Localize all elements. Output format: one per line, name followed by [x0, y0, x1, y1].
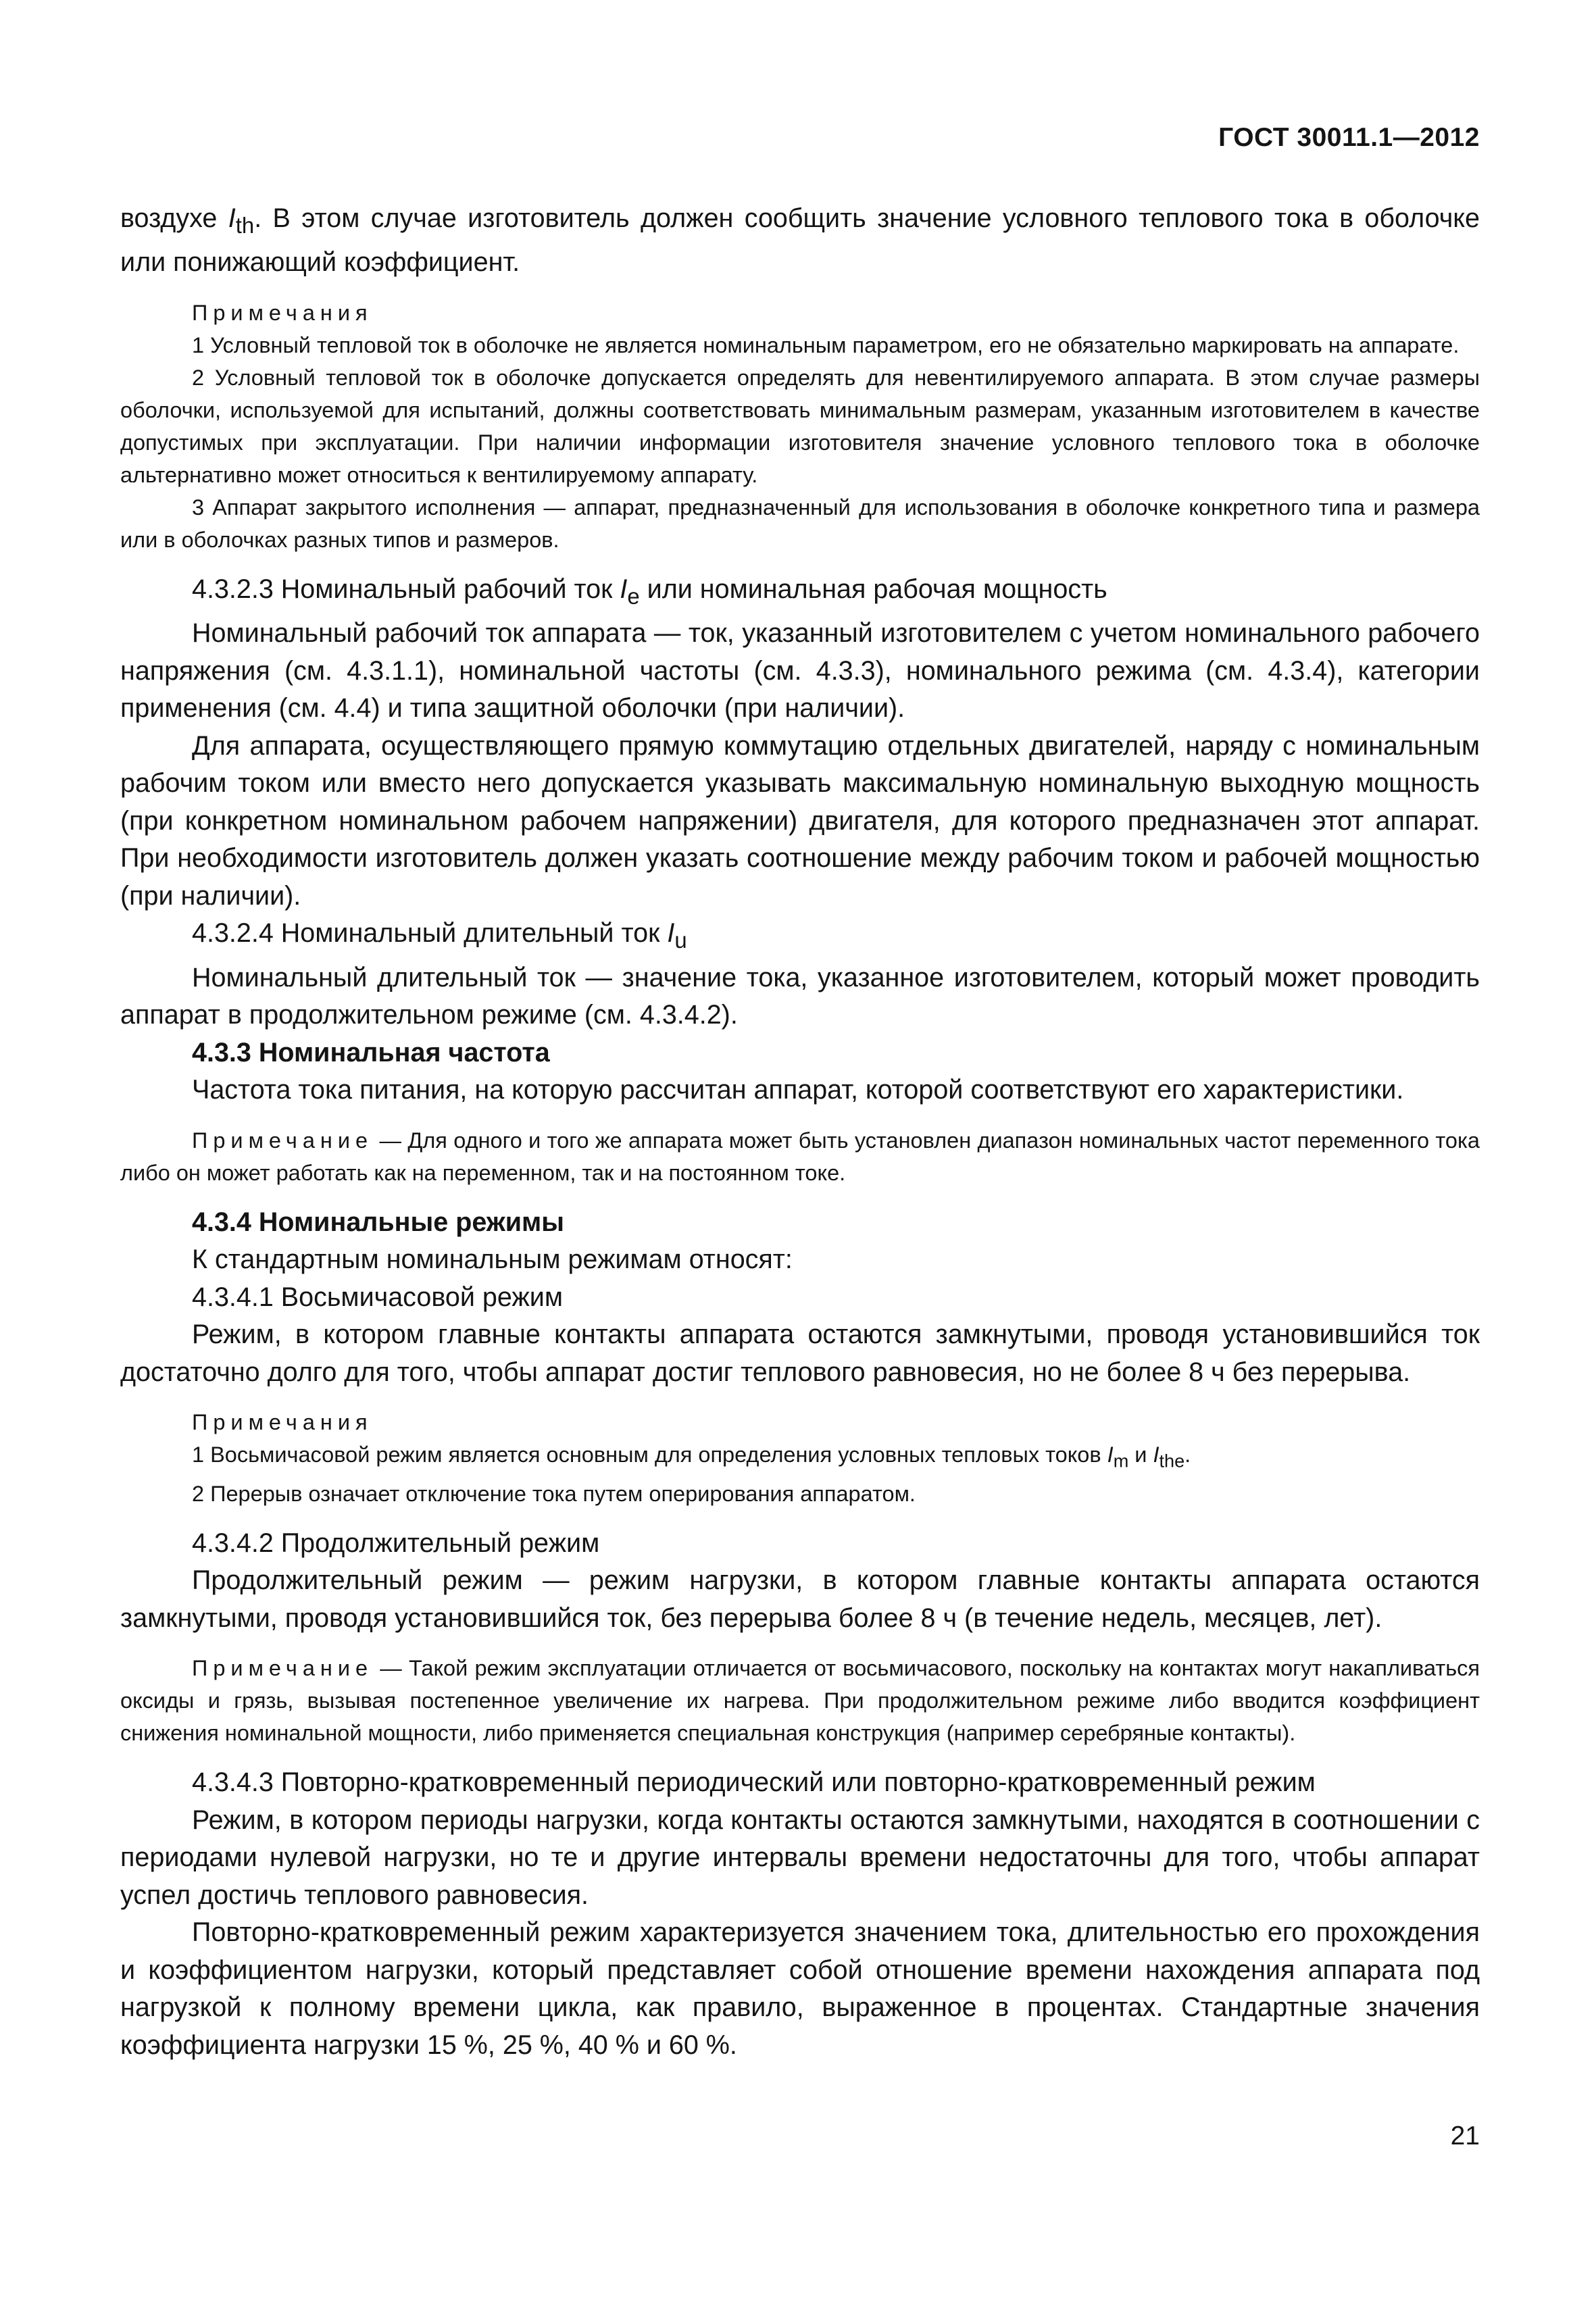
paragraph: Продолжительный режим — режим нагрузки, в котором главные контакты аппарата остаются замкнутыми, проводя установившийся ток, без перерыва более 8 ч (в течение недель, месяцев, лет). — [120, 1565, 1480, 1633]
subsection-heading-4-3-4-1: 4.3.4.1 Восьмичасовой режим — [192, 1282, 564, 1312]
notes-title: Примечания — [192, 300, 373, 325]
note-item: 2 Условный тепловой ток в оболочке допускается определять для невентилируемого аппарата. В этом случае размеры оболочки, используемой для испытаний, должны соответствовать минимальным размерам, указанным изготовителем в качестве допустимых при эксплуатации. При наличии информации изготовителя значение условного теплового тока в оболочке альтернативно может относиться к вентилируемому аппарату. — [120, 365, 1480, 487]
section-heading-4-3-4: 4.3.4 Номинальные режимы — [192, 1207, 565, 1237]
paragraph: Для аппарата, осуществляющего прямую коммутацию отдельных двигателей, наряду с номинальным рабочим током или вместо него допускается указывать максимальную номинальную выходную мощность (при конкретном номинальном рабочем напряжении) двигателя, для которого предназначен этот аппарат. При необходимости изготовитель должен указать соотношение между рабочим током и рабочей мощностью (при наличии). — [120, 730, 1480, 911]
paragraph: Режим, в котором периоды нагрузки, когда контакты остаются замкнутыми, находятся в соотношении с периодами нулевой нагрузки, но те и другие интервалы времени недостаточны для того, чтобы аппарат успел достичь теплового равновесия. — [120, 1805, 1480, 1910]
subsection-heading-4-3-2-4: 4.3.2.4 Номинальный длительный ток $I_u$ — [192, 918, 687, 953]
notes-title: Примечания — [192, 1410, 373, 1435]
note-item: 3 Аппарат закрытого исполнения — аппарат, предназначенный для использования в оболочке конкретного типа и размера или в оболочках разных типов и размеров. — [120, 495, 1480, 552]
paragraph: К стандартным номинальным режимам относят: — [192, 1244, 793, 1275]
page-number: 21 — [1450, 2121, 1480, 2150]
paragraph-continuation: воздухе $I_{th}$. В этом случае изготовитель должен сообщить значение условного теплового тока в оболочке или понижающий коэффициент. — [120, 203, 1480, 278]
section-heading-4-3-3: 4.3.3 Номинальная частота — [192, 1037, 550, 1067]
paragraph: Режим, в котором главные контакты аппарата остаются замкнутыми, проводя установившийся ток достаточно долго для того, чтобы аппарат достиг теплового равновесия, но не более 8 ч без перерыва. — [120, 1319, 1480, 1387]
paragraph: Номинальный длительный ток — значение тока, указанное изготовителем, который может проводить аппарат в продолжительном режиме (см. 4.3.4.2). — [120, 962, 1480, 1030]
subsection-heading-4-3-4-3: 4.3.4.3 Повторно-кратковременный периодический или повторно-кратковременный режим — [192, 1767, 1316, 1798]
paragraph: Номинальный рабочий ток аппарата — ток, указанный изготовителем с учетом номинального рабочего напряжения (см. 4.3.1.1), номинальной частоты (см. 4.3.3), номинального режима (см. 4.3.4), категории применения (см. 4.4) и типа защитной оболочки (при наличии). — [120, 618, 1480, 724]
paragraph: Повторно-кратковременный режим характеризуется значением тока, длительностью его прохождения и коэффициентом нагрузки, который представляет собой отношение времени нахождения аппарата под нагрузкой к полному времени цикла, как правило, выраженное в процентах. Стандартные значения коэффициента нагрузки 15 %, 25 %, 40 % и 60 %. — [120, 1917, 1480, 2060]
note-item: 1 Условный тепловой ток в оболочке не является номинальным параметром, его не обязательно маркировать на аппарате. — [192, 332, 1460, 357]
subsection-heading-4-3-4-2: 4.3.4.2 Продолжительный режим — [192, 1528, 600, 1558]
page-body — [120, 200, 1480, 2064]
note-inline: Примечание — Такой режим эксплуатации отличается от восьмичасового, поскольку на контактах могут накапливаться оксиды и грязь, вызывая постепенное увеличение их нагрева. При продолжительном режиме либо вводится коэффициент снижения номинальной мощности, либо применяется специальная конструкция (например серебряные контакты). — [120, 1656, 1480, 1746]
notes-block-3 — [120, 1406, 1480, 1510]
notes-block-1 — [120, 297, 1480, 556]
note-item: 1 Восьмичасовой режим является основным для определения условных тепловых токов $I_m$ и $I_{the}$. — [192, 1442, 1191, 1472]
note-inline: Примечание — Для одного и того же аппарата может быть установлен диапазон номинальных частот переменного тока либо он может работать как на переменном, так и на постоянном токе. — [120, 1128, 1480, 1185]
note-item: 2 Перерыв означает отключение тока путем оперирования аппаратом. — [192, 1481, 916, 1506]
subsection-heading-4-3-2-3: 4.3.2.3 Номинальный рабочий ток $I_e$ или номинальная рабочая мощность — [192, 574, 1107, 609]
document-header: ГОСТ 30011.1—2012 — [1218, 123, 1480, 152]
paragraph: Частота тока питания, на которую рассчитан аппарат, которой соответствуют его характеристики. — [192, 1075, 1404, 1105]
